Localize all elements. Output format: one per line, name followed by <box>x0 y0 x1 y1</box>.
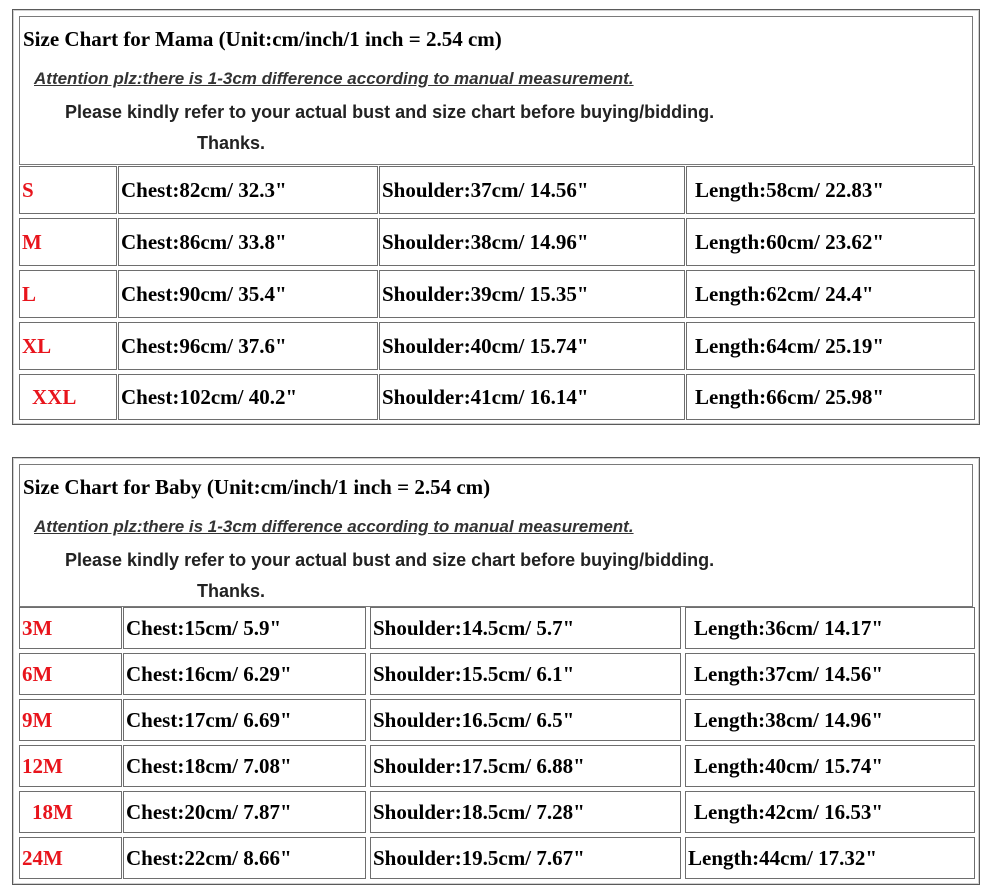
mama-chart-header <box>19 16 973 165</box>
mama-measurement-note: Please kindly refer to your actual bust and size chart before buying/bidding. <box>65 102 715 122</box>
mama-size-cell: XXL <box>19 374 117 420</box>
mama-shoulder-cell: Shoulder:41cm/ 16.14" <box>379 374 685 420</box>
baby-size-cell: 24M <box>19 837 122 879</box>
baby-shoulder-cell: Shoulder:19.5cm/ 7.67" <box>370 837 681 879</box>
baby-size-cell: 6M <box>19 653 122 695</box>
mama-length-cell: Length:60cm/ 23.62" <box>686 218 975 266</box>
baby-shoulder-cell: Shoulder:14.5cm/ 5.7" <box>370 607 681 649</box>
mama-chest-cell: Chest:86cm/ 33.8" <box>118 218 378 266</box>
baby-chest-cell: Chest:17cm/ 6.69" <box>123 699 366 741</box>
baby-shoulder-cell: Shoulder:15.5cm/ 6.1" <box>370 653 681 695</box>
mama-attention-note: Attention plz:there is 1-3cm difference according to manual measurement. <box>34 69 634 88</box>
baby-length-cell: Length:36cm/ 14.17" <box>685 607 975 649</box>
baby-chart-header <box>19 464 973 607</box>
mama-chest-cell: Chest:90cm/ 35.4" <box>118 270 378 318</box>
mama-length-cell: Length:66cm/ 25.98" <box>686 374 975 420</box>
mama-shoulder-cell: Shoulder:40cm/ 15.74" <box>379 322 685 370</box>
baby-chart-title: Size Chart for Baby (Unit:cm/inch/1 inch = 2.54 cm) <box>23 475 491 499</box>
mama-size-chart <box>12 9 980 425</box>
mama-thanks-text: Thanks. <box>197 133 266 153</box>
baby-shoulder-cell: Shoulder:17.5cm/ 6.88" <box>370 745 681 787</box>
mama-chest-cell: Chest:96cm/ 37.6" <box>118 322 378 370</box>
mama-size-cell: S <box>19 166 117 214</box>
mama-length-cell: Length:62cm/ 24.4" <box>686 270 975 318</box>
mama-size-cell: XL <box>19 322 117 370</box>
baby-size-cell: 3M <box>19 607 122 649</box>
mama-length-cell: Length:64cm/ 25.19" <box>686 322 975 370</box>
baby-chest-cell: Chest:16cm/ 6.29" <box>123 653 366 695</box>
mama-size-cell: M <box>19 218 117 266</box>
mama-size-cell: L <box>19 270 117 318</box>
mama-chart-title: Size Chart for Mama (Unit:cm/inch/1 inch = 2.54 cm) <box>23 27 502 51</box>
baby-length-cell: Length:42cm/ 16.53" <box>685 791 975 833</box>
mama-chest-cell: Chest:102cm/ 40.2" <box>118 374 378 420</box>
baby-size-cell: 12M <box>19 745 122 787</box>
baby-chest-cell: Chest:15cm/ 5.9" <box>123 607 366 649</box>
mama-shoulder-cell: Shoulder:38cm/ 14.96" <box>379 218 685 266</box>
baby-chest-cell: Chest:22cm/ 8.66" <box>123 837 366 879</box>
baby-chest-cell: Chest:18cm/ 7.08" <box>123 745 366 787</box>
baby-shoulder-cell: Shoulder:16.5cm/ 6.5" <box>370 699 681 741</box>
baby-chest-cell: Chest:20cm/ 7.87" <box>123 791 366 833</box>
baby-thanks-text: Thanks. <box>197 581 266 601</box>
mama-length-cell: Length:58cm/ 22.83" <box>686 166 975 214</box>
baby-length-cell: Length:40cm/ 15.74" <box>685 745 975 787</box>
baby-size-cell: 9M <box>19 699 122 741</box>
baby-length-cell: Length:37cm/ 14.56" <box>685 653 975 695</box>
baby-size-cell: 18M <box>19 791 122 833</box>
mama-shoulder-cell: Shoulder:39cm/ 15.35" <box>379 270 685 318</box>
baby-shoulder-cell: Shoulder:18.5cm/ 7.28" <box>370 791 681 833</box>
baby-length-cell: Length:38cm/ 14.96" <box>685 699 975 741</box>
baby-measurement-note: Please kindly refer to your actual bust and size chart before buying/bidding. <box>65 550 715 570</box>
mama-chest-cell: Chest:82cm/ 32.3" <box>118 166 378 214</box>
baby-attention-note: Attention plz:there is 1-3cm difference according to manual measurement. <box>34 517 634 536</box>
mama-shoulder-cell: Shoulder:37cm/ 14.56" <box>379 166 685 214</box>
baby-size-chart <box>12 457 980 885</box>
baby-length-cell: Length:44cm/ 17.32" <box>685 837 975 879</box>
